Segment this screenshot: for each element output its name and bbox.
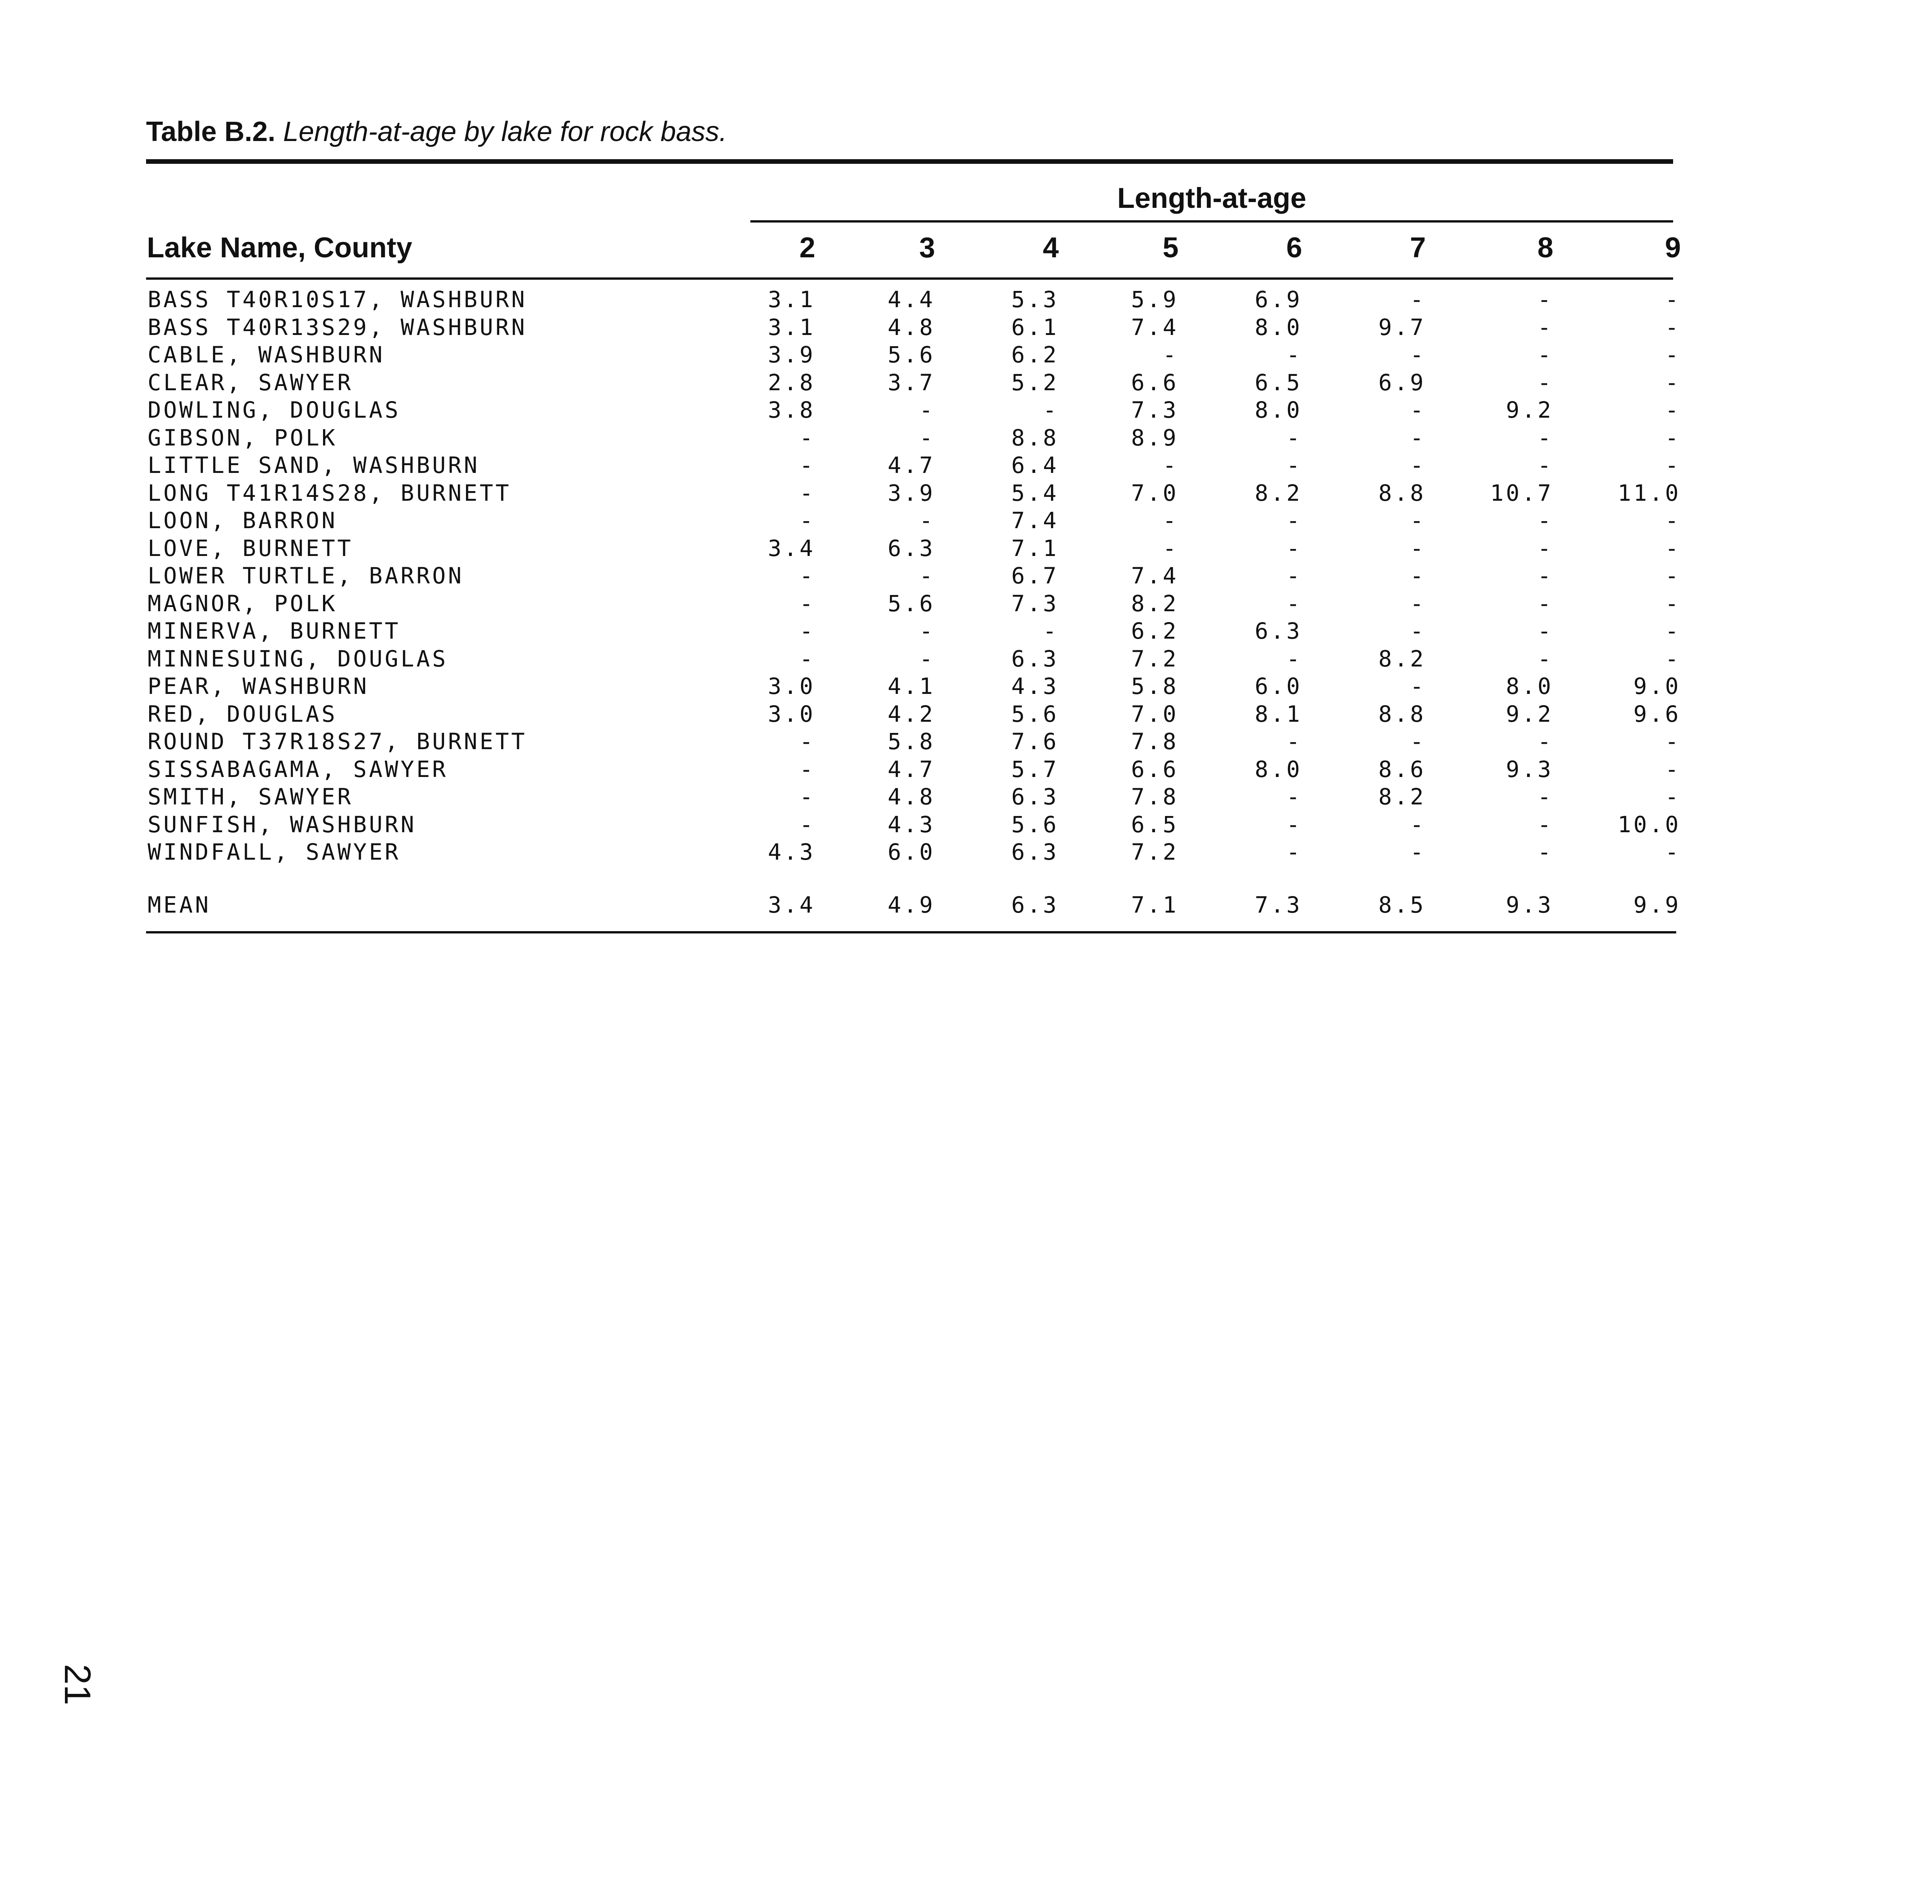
length-cell: 5.6 bbox=[1011, 700, 1059, 727]
length-cell: 9.2 bbox=[1506, 397, 1553, 423]
table-row bbox=[0, 700, 1932, 728]
length-cell: 4.7 bbox=[888, 756, 935, 782]
mean-cell: 7.3 bbox=[1255, 892, 1302, 918]
length-cell: - bbox=[1537, 342, 1553, 368]
lake-name-cell: ROUND T37R18S27, BURNETT bbox=[148, 728, 527, 755]
column-header-age-4: 4 bbox=[1043, 231, 1059, 264]
length-cell: 9.0 bbox=[1633, 673, 1681, 699]
length-cell: - bbox=[799, 728, 815, 755]
length-cell: 8.2 bbox=[1255, 479, 1302, 506]
length-cell: 2.8 bbox=[768, 369, 815, 396]
length-cell: - bbox=[1537, 286, 1553, 313]
length-cell: - bbox=[1537, 535, 1553, 561]
length-cell: - bbox=[1665, 452, 1681, 478]
length-cell: - bbox=[799, 756, 815, 782]
length-cell: - bbox=[1286, 507, 1302, 534]
column-header-age-7: 7 bbox=[1410, 231, 1426, 264]
length-cell: - bbox=[1665, 645, 1681, 672]
length-cell: - bbox=[1537, 507, 1553, 534]
length-cell: 5.8 bbox=[888, 728, 935, 755]
length-cell: 6.2 bbox=[1131, 618, 1179, 644]
length-cell: - bbox=[1537, 839, 1553, 865]
length-cell: - bbox=[1410, 507, 1426, 534]
lake-name-cell: LOWER TURTLE, BARRON bbox=[148, 563, 464, 589]
length-cell: 4.8 bbox=[888, 314, 935, 340]
table-row bbox=[0, 535, 1932, 563]
lake-name-cell: LONG T41R14S28, BURNETT bbox=[148, 479, 512, 506]
length-cell: 6.1 bbox=[1011, 314, 1059, 340]
lake-name-cell: LOVE, BURNETT bbox=[148, 535, 353, 561]
length-cell: 6.2 bbox=[1011, 342, 1059, 368]
length-cell: 9.6 bbox=[1633, 700, 1681, 727]
length-cell: 5.4 bbox=[1011, 479, 1059, 506]
length-cell: 8.1 bbox=[1255, 700, 1302, 727]
length-cell: - bbox=[1410, 590, 1426, 617]
length-cell: - bbox=[1286, 424, 1302, 451]
table-caption-label: Table B.2. bbox=[146, 116, 276, 147]
length-cell: - bbox=[1163, 535, 1179, 561]
length-cell: - bbox=[1537, 618, 1553, 644]
length-cell: 6.0 bbox=[888, 839, 935, 865]
length-cell: - bbox=[1286, 452, 1302, 478]
length-cell: 4.4 bbox=[888, 286, 935, 313]
length-cell: 3.9 bbox=[888, 479, 935, 506]
group-header-length-at-age: Length-at-age bbox=[1117, 182, 1306, 214]
length-cell: 3.9 bbox=[768, 342, 815, 368]
length-cell: - bbox=[1410, 397, 1426, 423]
mean-cell: 8.5 bbox=[1378, 892, 1426, 918]
table-row bbox=[0, 590, 1932, 618]
length-cell: - bbox=[919, 563, 935, 589]
length-cell: - bbox=[1665, 839, 1681, 865]
length-cell: - bbox=[1410, 563, 1426, 589]
length-cell: 7.0 bbox=[1131, 479, 1179, 506]
length-cell: 8.0 bbox=[1255, 314, 1302, 340]
length-cell: - bbox=[1537, 811, 1553, 838]
lake-name-cell: BASS T40R10S17, WASHBURN bbox=[148, 286, 527, 313]
length-cell: 7.0 bbox=[1131, 700, 1179, 727]
length-cell: 3.8 bbox=[768, 397, 815, 423]
length-cell: 7.8 bbox=[1131, 728, 1179, 755]
length-cell: - bbox=[1043, 397, 1059, 423]
lake-name-cell: SMITH, SAWYER bbox=[148, 784, 353, 810]
length-cell: 6.6 bbox=[1131, 369, 1179, 396]
length-cell: 6.3 bbox=[1011, 839, 1059, 865]
length-cell: - bbox=[799, 645, 815, 672]
length-cell: - bbox=[799, 424, 815, 451]
length-cell: 6.4 bbox=[1011, 452, 1059, 478]
top-rule bbox=[146, 159, 1673, 164]
length-cell: - bbox=[1410, 424, 1426, 451]
table-row bbox=[0, 838, 1932, 866]
length-cell: - bbox=[1665, 535, 1681, 561]
length-cell: 5.6 bbox=[888, 342, 935, 368]
length-cell: 6.5 bbox=[1131, 811, 1179, 838]
length-cell: - bbox=[1665, 563, 1681, 589]
length-cell: - bbox=[1537, 563, 1553, 589]
table-row bbox=[0, 673, 1932, 700]
length-cell: - bbox=[919, 645, 935, 672]
lake-name-cell: MINERVA, BURNETT bbox=[148, 618, 401, 644]
length-cell: 7.1 bbox=[1011, 535, 1059, 561]
mean-cell: 7.1 bbox=[1131, 892, 1179, 918]
length-cell: 4.3 bbox=[888, 811, 935, 838]
lake-name-cell: WINDFALL, SAWYER bbox=[148, 839, 401, 865]
length-cell: 6.3 bbox=[1011, 784, 1059, 810]
length-cell: - bbox=[1665, 314, 1681, 340]
length-cell: - bbox=[799, 784, 815, 810]
length-cell: - bbox=[1286, 535, 1302, 561]
length-cell: - bbox=[1286, 563, 1302, 589]
length-cell: 5.2 bbox=[1011, 369, 1059, 396]
length-cell: - bbox=[1665, 286, 1681, 313]
page-number: 21 bbox=[57, 1664, 98, 1705]
length-cell: - bbox=[1286, 784, 1302, 810]
length-cell: - bbox=[1410, 535, 1426, 561]
length-cell: 3.0 bbox=[768, 700, 815, 727]
length-cell: 7.4 bbox=[1131, 563, 1179, 589]
group-header-rule bbox=[750, 220, 1673, 223]
column-header-age-6: 6 bbox=[1286, 231, 1302, 264]
length-cell: - bbox=[799, 811, 815, 838]
length-cell: 8.0 bbox=[1255, 756, 1302, 782]
lake-name-cell: MINNESUING, DOUGLAS bbox=[148, 645, 448, 672]
length-cell: 6.0 bbox=[1255, 673, 1302, 699]
table-row bbox=[0, 645, 1932, 673]
table-body bbox=[0, 286, 1932, 866]
length-cell: 9.3 bbox=[1506, 756, 1553, 782]
column-header-age-3: 3 bbox=[919, 231, 935, 264]
table-row bbox=[0, 369, 1932, 397]
lake-name-cell: DOWLING, DOUGLAS bbox=[148, 397, 401, 423]
length-cell: - bbox=[799, 590, 815, 617]
length-cell: 11.0 bbox=[1617, 479, 1681, 506]
length-cell: 7.4 bbox=[1131, 314, 1179, 340]
length-cell: 4.8 bbox=[888, 784, 935, 810]
lake-name-cell: PEAR, WASHBURN bbox=[148, 673, 369, 699]
table-row bbox=[0, 314, 1932, 342]
length-cell: 8.2 bbox=[1131, 590, 1179, 617]
length-cell: 7.2 bbox=[1131, 645, 1179, 672]
length-cell: 5.6 bbox=[1011, 811, 1059, 838]
length-cell: - bbox=[1410, 811, 1426, 838]
table-caption-text: Length-at-age by lake for rock bass. bbox=[283, 116, 727, 147]
length-cell: 8.2 bbox=[1378, 645, 1426, 672]
length-cell: 8.8 bbox=[1011, 424, 1059, 451]
length-cell: 7.6 bbox=[1011, 728, 1059, 755]
length-cell: - bbox=[1410, 839, 1426, 865]
length-cell: 6.5 bbox=[1255, 369, 1302, 396]
length-cell: - bbox=[1410, 342, 1426, 368]
mean-cell: 4.9 bbox=[888, 892, 935, 918]
length-cell: 6.3 bbox=[888, 535, 935, 561]
length-cell: - bbox=[1410, 286, 1426, 313]
length-cell: - bbox=[799, 479, 815, 506]
length-cell: 10.0 bbox=[1617, 811, 1681, 838]
length-cell: 3.4 bbox=[768, 535, 815, 561]
length-cell: - bbox=[1665, 590, 1681, 617]
table-row bbox=[0, 396, 1932, 424]
mean-cell: 9.3 bbox=[1506, 892, 1553, 918]
length-cell: - bbox=[1537, 452, 1553, 478]
lake-name-cell: SISSABAGAMA, SAWYER bbox=[148, 756, 448, 782]
length-cell: - bbox=[1665, 369, 1681, 396]
table-row bbox=[0, 756, 1932, 784]
column-header-age-2: 2 bbox=[799, 231, 815, 264]
length-cell: - bbox=[1286, 728, 1302, 755]
table-row bbox=[0, 728, 1932, 756]
length-cell: 7.3 bbox=[1131, 397, 1179, 423]
length-cell: - bbox=[1665, 342, 1681, 368]
table-row bbox=[0, 562, 1932, 590]
length-cell: - bbox=[1665, 397, 1681, 423]
length-cell: - bbox=[919, 618, 935, 644]
length-cell: 8.8 bbox=[1378, 700, 1426, 727]
length-cell: 5.9 bbox=[1131, 286, 1179, 313]
length-cell: - bbox=[919, 397, 935, 423]
length-cell: - bbox=[1537, 784, 1553, 810]
length-cell: 8.2 bbox=[1378, 784, 1426, 810]
length-cell: 10.7 bbox=[1490, 479, 1553, 506]
lake-name-cell: MAGNOR, POLK bbox=[148, 590, 338, 617]
length-cell: 6.3 bbox=[1011, 645, 1059, 672]
length-cell: - bbox=[1665, 507, 1681, 534]
length-cell: - bbox=[1043, 618, 1059, 644]
length-cell: 4.1 bbox=[888, 673, 935, 699]
lake-name-cell: LOON, BARRON bbox=[148, 507, 338, 534]
length-cell: 9.2 bbox=[1506, 700, 1553, 727]
length-cell: - bbox=[1410, 618, 1426, 644]
lake-name-cell: CABLE, WASHBURN bbox=[148, 342, 385, 368]
length-cell: - bbox=[1537, 590, 1553, 617]
length-cell: 6.3 bbox=[1255, 618, 1302, 644]
length-cell: 6.6 bbox=[1131, 756, 1179, 782]
length-cell: 8.8 bbox=[1378, 479, 1426, 506]
bottom-rule bbox=[146, 931, 1676, 933]
length-cell: 8.0 bbox=[1255, 397, 1302, 423]
length-cell: 8.6 bbox=[1378, 756, 1426, 782]
mean-cell: 9.9 bbox=[1633, 892, 1681, 918]
mean-cell: 6.3 bbox=[1011, 892, 1059, 918]
length-cell: 8.9 bbox=[1131, 424, 1179, 451]
length-cell: - bbox=[799, 452, 815, 478]
length-cell: - bbox=[919, 507, 935, 534]
length-cell: - bbox=[1163, 342, 1179, 368]
length-cell: - bbox=[1537, 424, 1553, 451]
column-header-age-5: 5 bbox=[1162, 231, 1179, 264]
length-cell: - bbox=[799, 618, 815, 644]
length-cell: 3.7 bbox=[888, 369, 935, 396]
length-cell: 7.3 bbox=[1011, 590, 1059, 617]
table-row bbox=[0, 617, 1932, 645]
table-caption bbox=[146, 116, 727, 148]
length-cell: - bbox=[1286, 839, 1302, 865]
lake-name-cell: LITTLE SAND, WASHBURN bbox=[148, 452, 480, 478]
lake-name-cell: GIBSON, POLK bbox=[148, 424, 338, 451]
lake-name-cell: SUNFISH, WASHBURN bbox=[148, 811, 417, 838]
length-cell: - bbox=[1286, 590, 1302, 617]
length-cell: 8.0 bbox=[1506, 673, 1553, 699]
length-cell: 5.3 bbox=[1011, 286, 1059, 313]
length-cell: 7.8 bbox=[1131, 784, 1179, 810]
length-cell: - bbox=[799, 563, 815, 589]
length-cell: - bbox=[1410, 728, 1426, 755]
length-cell: - bbox=[1286, 645, 1302, 672]
length-cell: - bbox=[1537, 369, 1553, 396]
lake-name-cell: CLEAR, SAWYER bbox=[148, 369, 353, 396]
column-header-age-9: 9 bbox=[1665, 231, 1681, 264]
length-cell: - bbox=[1665, 784, 1681, 810]
table-row bbox=[0, 424, 1932, 452]
length-cell: - bbox=[1665, 728, 1681, 755]
length-cell: 6.9 bbox=[1378, 369, 1426, 396]
length-cell: 4.2 bbox=[888, 700, 935, 727]
length-cell: 7.4 bbox=[1011, 507, 1059, 534]
length-cell: 3.1 bbox=[768, 314, 815, 340]
length-cell: 7.2 bbox=[1131, 839, 1179, 865]
length-cell: 9.7 bbox=[1378, 314, 1426, 340]
length-cell: - bbox=[1537, 728, 1553, 755]
length-cell: - bbox=[1286, 811, 1302, 838]
length-cell: - bbox=[1665, 424, 1681, 451]
length-cell: - bbox=[1537, 645, 1553, 672]
length-cell: - bbox=[1537, 314, 1553, 340]
length-cell: 4.3 bbox=[768, 839, 815, 865]
length-cell: 6.7 bbox=[1011, 563, 1059, 589]
table-row bbox=[0, 452, 1932, 479]
table-row bbox=[0, 783, 1932, 811]
length-cell: 4.3 bbox=[1011, 673, 1059, 699]
column-header-age-8: 8 bbox=[1537, 231, 1553, 264]
table-row bbox=[0, 479, 1932, 507]
length-cell: - bbox=[1286, 342, 1302, 368]
table-row bbox=[0, 507, 1932, 535]
column-header-lake: Lake Name, County bbox=[147, 231, 412, 264]
length-cell: - bbox=[1665, 756, 1681, 782]
mean-row bbox=[0, 891, 1932, 919]
length-cell: 3.1 bbox=[768, 286, 815, 313]
table-row bbox=[0, 286, 1932, 314]
length-cell: 6.9 bbox=[1255, 286, 1302, 313]
table-row bbox=[0, 341, 1932, 369]
length-cell: 5.8 bbox=[1131, 673, 1179, 699]
length-cell: 5.6 bbox=[888, 590, 935, 617]
lake-name-cell: BASS T40R13S29, WASHBURN bbox=[148, 314, 527, 340]
table-row bbox=[0, 811, 1932, 839]
lake-name-cell: RED, DOUGLAS bbox=[148, 700, 338, 727]
length-cell: - bbox=[1163, 452, 1179, 478]
length-cell: - bbox=[1163, 507, 1179, 534]
length-cell: - bbox=[1410, 452, 1426, 478]
length-cell: - bbox=[919, 424, 935, 451]
mean-cell: 3.4 bbox=[768, 892, 815, 918]
header-rule bbox=[146, 277, 1673, 280]
length-cell: 4.7 bbox=[888, 452, 935, 478]
length-cell: - bbox=[1410, 673, 1426, 699]
mean-label: MEAN bbox=[148, 892, 211, 918]
length-cell: 3.0 bbox=[768, 673, 815, 699]
length-cell: 5.7 bbox=[1011, 756, 1059, 782]
length-cell: - bbox=[799, 507, 815, 534]
length-cell: - bbox=[1665, 618, 1681, 644]
